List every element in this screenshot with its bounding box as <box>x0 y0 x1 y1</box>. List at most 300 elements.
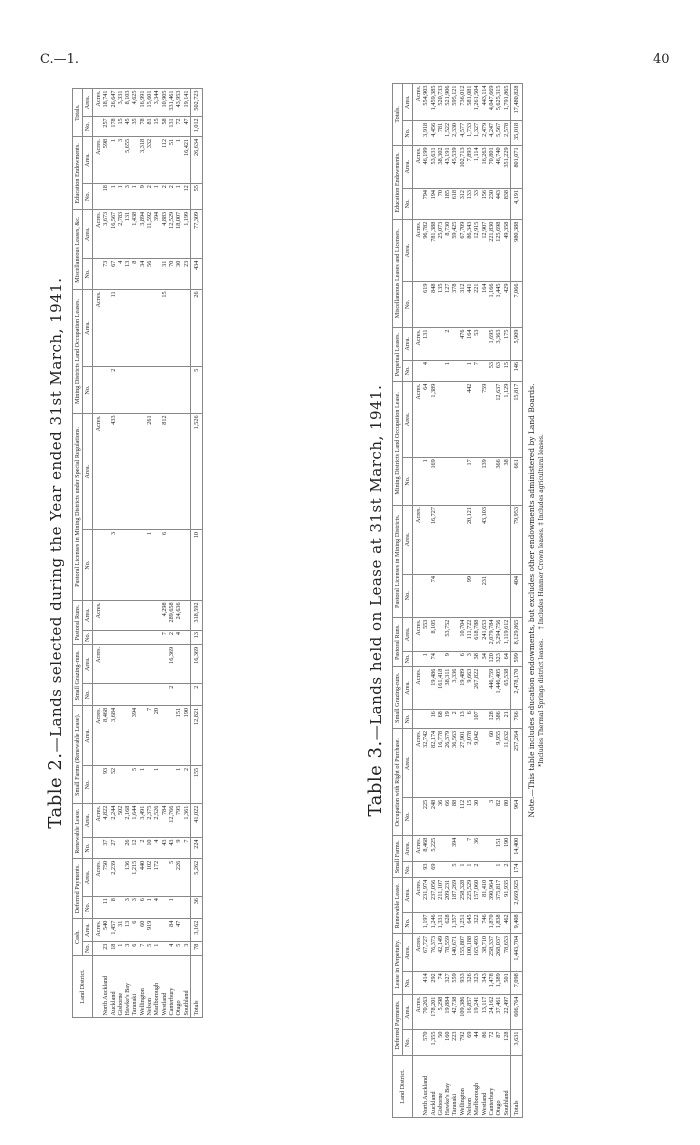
cell <box>161 706 168 766</box>
cell: 378 <box>451 282 458 328</box>
cell <box>444 862 451 878</box>
column-header-no: No. <box>403 651 413 667</box>
cell: 102,713 <box>459 145 466 188</box>
units-label: Acres. <box>413 382 423 458</box>
cell: 221 <box>473 282 480 328</box>
units-blank <box>93 896 103 919</box>
cell: 619 <box>422 282 429 328</box>
cell: 88 <box>451 798 458 836</box>
cell: 645 <box>466 912 473 934</box>
cell <box>146 630 153 645</box>
cell: 919 <box>146 919 153 942</box>
units-label: Acres. <box>413 667 423 710</box>
cell: 194 <box>430 188 437 220</box>
cell: 1,355 <box>430 1030 437 1056</box>
cell <box>139 413 146 529</box>
cell: 169 <box>430 457 437 505</box>
cell: 10,704 <box>459 618 466 652</box>
column-header-area: Area. <box>403 220 413 282</box>
cell: 386 <box>495 709 502 729</box>
cell: 27 <box>110 837 117 858</box>
cell <box>168 413 175 529</box>
cell: 4,883 <box>161 210 168 259</box>
cell <box>459 382 466 458</box>
column-group-header: Perpetual Leases. <box>393 328 403 382</box>
cell <box>168 706 175 766</box>
cell: 21 <box>503 709 511 729</box>
column-group-header: Small Grazing-runs. <box>73 645 83 706</box>
cell: 72 <box>488 1030 495 1056</box>
cell: 553 <box>422 618 429 652</box>
column-group-header: Small Grazing-runs. <box>393 667 403 729</box>
cell <box>451 574 458 618</box>
cell <box>444 836 451 862</box>
units-label: Acres. <box>413 729 423 798</box>
cell: 1 <box>466 360 473 382</box>
cell <box>437 457 444 505</box>
cell: 32,742 <box>422 729 429 798</box>
cell: 9 <box>444 651 451 667</box>
cell: 18 <box>110 942 117 956</box>
cell <box>146 600 153 630</box>
totals-cell: 78 <box>190 942 202 956</box>
cell <box>124 600 131 630</box>
cell: 164 <box>466 328 473 361</box>
cell <box>102 630 109 645</box>
column-header-area: Area. <box>83 706 93 766</box>
cell: 443,114 <box>481 84 488 121</box>
cell: 237,056 <box>430 878 437 913</box>
cell <box>422 574 429 618</box>
cell: 13 <box>124 259 131 290</box>
cell: 812 <box>161 413 168 529</box>
cell: 13 <box>124 919 131 942</box>
column-header-no: No. <box>83 116 93 137</box>
column-group-header: Miscellaneous Leases, &c. <box>73 210 83 290</box>
column-header-no: No. <box>83 530 93 601</box>
units-label: Acres. <box>93 645 103 684</box>
cell: 1 <box>168 896 175 919</box>
cell: 38,311 <box>444 667 451 710</box>
cell: 68 <box>437 709 444 729</box>
cell: 2,079,784 <box>488 618 495 652</box>
cell: 223 <box>451 1030 458 1056</box>
cell <box>183 530 191 601</box>
cell: 2,330 <box>451 121 458 146</box>
cell: 34 <box>481 651 488 667</box>
column-header-no: No. <box>403 1030 413 1056</box>
totals-cell: 257,264 <box>510 729 522 798</box>
cell: 37 <box>102 837 109 858</box>
cell: 326 <box>466 971 473 994</box>
units-label: Acres. <box>93 89 103 117</box>
cell: 20,121 <box>466 505 473 574</box>
district-name: Marlborough <box>153 956 160 1018</box>
cell: 366 <box>495 457 502 505</box>
cell: 63 <box>495 360 502 382</box>
cell <box>444 574 451 618</box>
cell <box>131 600 138 630</box>
totals-cell: 77,309 <box>190 210 202 259</box>
totals-cell: 26,634 <box>190 137 202 183</box>
column-group-header: Small Farms (Renewable Lease). <box>73 706 83 804</box>
units-blank <box>413 121 423 146</box>
units-blank <box>413 457 423 505</box>
cell: 50 <box>437 1030 444 1056</box>
cell: 38,302 <box>437 145 444 188</box>
column-header-area: Area. <box>83 89 93 117</box>
cell <box>102 600 109 630</box>
district-name: Wellington <box>459 1056 466 1118</box>
cell: 3,684 <box>110 706 117 766</box>
cell: 25,073 <box>437 220 444 282</box>
units-label: Acres. <box>413 328 423 361</box>
table-3-grid <box>392 83 523 1118</box>
district-name: Southland <box>503 1056 511 1118</box>
units-label: Acres. <box>413 505 423 574</box>
cell: 6 <box>466 709 473 729</box>
cell: 36 <box>437 798 444 836</box>
column-header-no: No. <box>403 282 413 328</box>
units-label: Acres. <box>93 210 103 259</box>
cell <box>175 645 182 684</box>
cell: 2 <box>444 328 451 361</box>
cell: 1,199 <box>183 210 191 259</box>
cell: 1,361 <box>183 804 191 838</box>
table-row <box>481 84 488 1118</box>
table-row <box>503 84 511 1118</box>
column-header-area: Area. <box>83 413 93 529</box>
units-label: Acres. <box>413 995 423 1030</box>
cell: 1,478 <box>488 971 495 994</box>
cell <box>124 530 131 601</box>
cell: 86,343 <box>466 220 473 282</box>
cell: 501 <box>503 971 511 994</box>
cell: 1,114 <box>473 145 480 188</box>
cell: 120 <box>488 651 495 667</box>
cell: 82 <box>495 798 502 836</box>
cell: 559 <box>451 971 458 994</box>
cell <box>430 360 437 382</box>
cell <box>451 382 458 458</box>
column-header-no: No. <box>403 121 413 146</box>
cell: 45 <box>124 116 131 137</box>
cell <box>117 367 124 414</box>
units-blank <box>413 651 423 667</box>
column-header-no: No. <box>83 367 93 414</box>
cell <box>102 645 109 684</box>
units-label: Acres. <box>93 413 103 529</box>
cell: 4,247 <box>488 121 495 146</box>
cell <box>124 645 131 684</box>
cell <box>161 859 168 896</box>
cell: 19,486 <box>430 667 437 710</box>
cell: 133 <box>466 188 473 220</box>
cell: 136 <box>124 859 131 896</box>
cell <box>139 600 146 630</box>
cell: 67 <box>110 259 117 290</box>
totals-label: Totals <box>190 956 202 1018</box>
column-header-no: No. <box>83 630 93 645</box>
cell: 140,671 <box>451 934 458 971</box>
cell: 1 <box>422 651 429 667</box>
totals-cell: 5 <box>190 367 202 414</box>
table2-head <box>73 89 93 1018</box>
cell: 257 <box>102 116 109 137</box>
cell: 82,174 <box>430 729 437 798</box>
column-header-no: No. <box>83 684 93 706</box>
cell: 838 <box>503 188 511 220</box>
cell <box>161 896 168 919</box>
cell <box>183 645 191 684</box>
cell: 12,529 <box>168 210 175 259</box>
cell: 7 <box>146 706 153 766</box>
cell <box>110 600 117 630</box>
units-blank <box>93 116 103 137</box>
cell: 1 <box>131 183 138 210</box>
cell: 165,493 <box>473 934 480 971</box>
cell: 1,215 <box>131 859 138 896</box>
cell: 69 <box>466 1030 473 1056</box>
cell: 16,421 <box>183 137 191 183</box>
cell: 5 <box>168 859 175 896</box>
cell: 226 <box>175 859 182 896</box>
cell <box>444 505 451 574</box>
cell: 4,298 <box>161 600 168 630</box>
table-2-title-rest: —Lands selected during the Year ended 31st March, 1941. <box>47 277 65 753</box>
cell: 1,246 <box>430 912 437 934</box>
cell: 109,386 <box>459 995 466 1030</box>
column-group-header: Renewable Lease. <box>393 878 403 934</box>
cell <box>146 367 153 414</box>
cell <box>473 574 480 618</box>
cell <box>481 328 488 361</box>
cell: 442 <box>466 382 473 458</box>
cell: 3 <box>117 137 124 183</box>
cell: 3,894 <box>139 210 146 259</box>
cell: 1 <box>175 183 182 210</box>
cell <box>139 630 146 645</box>
cell <box>110 630 117 645</box>
cell: 12 <box>131 837 138 858</box>
cell <box>451 618 458 652</box>
column-group-header: Lease in Perpetuity. <box>393 934 403 995</box>
cell: 433 <box>110 413 117 529</box>
totals-cell: 4,191 <box>510 188 522 220</box>
units-blank <box>413 798 423 836</box>
units-blank <box>413 360 423 382</box>
cell <box>183 600 191 630</box>
cell <box>503 574 511 618</box>
units-label: Acres. <box>413 836 423 862</box>
cell: 44 <box>473 1030 480 1056</box>
cell: 4 <box>175 630 182 645</box>
cell <box>124 630 131 645</box>
cell: 31 <box>161 259 168 290</box>
cell: 84 <box>168 919 175 942</box>
cell: 15 <box>153 116 160 137</box>
cell <box>451 360 458 382</box>
district-name: Gisborne <box>117 956 124 1018</box>
cell: 1 <box>139 766 146 804</box>
units-blank <box>93 259 103 290</box>
cell: 1,129 <box>503 382 511 458</box>
cell: 12,907 <box>481 220 488 282</box>
cell: 125,698 <box>495 220 502 282</box>
cell: 70 <box>437 188 444 220</box>
cell: 67,727 <box>422 934 429 971</box>
cell: 1 <box>117 942 124 956</box>
table-row <box>473 84 480 1118</box>
cell: 2 <box>161 183 168 210</box>
cell: 172 <box>153 859 160 896</box>
cell <box>495 505 502 574</box>
cell: 521,906 <box>444 84 451 121</box>
table2-body <box>93 89 203 1018</box>
cell: 1,791,865 <box>503 84 511 121</box>
cell <box>124 684 131 706</box>
cell: 43 <box>161 837 168 858</box>
column-header-area: Area. <box>403 145 413 188</box>
cell: 462 <box>503 912 511 934</box>
cell: 43,953 <box>175 89 182 117</box>
cell <box>131 413 138 529</box>
cell: 12,766 <box>168 804 175 838</box>
cell: 16,369 <box>168 645 175 684</box>
cell: 26,379 <box>444 729 451 798</box>
cell <box>168 530 175 601</box>
cell: 53,752 <box>444 618 451 652</box>
cell: 5,567 <box>495 121 502 146</box>
units-blank <box>93 630 103 645</box>
cell: 4,577 <box>459 121 466 146</box>
cell: 414 <box>422 971 429 994</box>
cell: 87 <box>495 1030 502 1056</box>
cell: 241,653 <box>481 618 488 652</box>
totals-cell: 17,480,828 <box>510 84 522 121</box>
cell: 3 <box>124 183 131 210</box>
cell <box>110 645 117 684</box>
cell: 1 <box>175 766 182 804</box>
cell: 34 <box>139 259 146 290</box>
cell: 67,709 <box>459 220 466 282</box>
totals-cell: 980,388 <box>510 220 522 282</box>
cell: 8,730 <box>444 220 451 282</box>
cell: 1,261,504 <box>473 84 480 121</box>
cell <box>183 896 191 919</box>
cell <box>124 289 131 366</box>
cell <box>488 574 495 618</box>
cell <box>422 667 429 710</box>
cell: 225,529 <box>466 878 473 913</box>
cell: 1,446,405 <box>495 667 502 710</box>
cell: 24,162 <box>488 995 495 1030</box>
cell <box>161 645 168 684</box>
column-header-area: Area. <box>83 919 93 942</box>
cell: 322 <box>473 912 480 934</box>
units-blank <box>93 183 103 210</box>
cell: 2,526 <box>153 804 160 838</box>
cell: 42,738 <box>451 995 458 1030</box>
cell <box>161 766 168 804</box>
column-header-area: Area. <box>403 934 413 971</box>
cell: 190 <box>183 706 191 766</box>
cell: 2,479 <box>481 121 488 146</box>
cell <box>110 684 117 706</box>
cell: 520,733 <box>437 84 444 121</box>
column-header-no: No. <box>403 457 413 505</box>
cell <box>168 289 175 366</box>
cell: 16,778 <box>437 729 444 798</box>
cell: 211,107 <box>437 878 444 913</box>
cell: 70,263 <box>422 995 429 1030</box>
table3-sub-header-row <box>403 84 413 1118</box>
cell <box>488 505 495 574</box>
cell <box>131 289 138 366</box>
cell: 231,974 <box>422 878 429 913</box>
cell: 37,461 <box>495 995 502 1030</box>
cell: 112 <box>161 137 168 183</box>
cell: 16,727 <box>430 505 437 574</box>
cell: 4 <box>168 942 175 956</box>
cell: 91,935 <box>503 878 511 913</box>
cell: 443 <box>495 188 502 220</box>
totals-cell: 35,018 <box>510 121 522 146</box>
cell: 261 <box>146 413 153 529</box>
cell <box>451 651 458 667</box>
cell: 1 <box>110 183 117 210</box>
cell <box>437 505 444 574</box>
table-row <box>422 84 429 1118</box>
column-header-area: Area. <box>83 804 93 838</box>
cell <box>117 896 124 919</box>
column-header-no: No. <box>403 360 413 382</box>
cell: 1,457 <box>110 919 117 942</box>
cell: 3,344 <box>153 89 160 117</box>
table-3-footnotes <box>538 83 545 1118</box>
cell: 156 <box>481 188 488 220</box>
totals-cell: 26 <box>190 289 202 366</box>
table-row <box>139 89 146 1018</box>
district-name: Nelson <box>466 1056 473 1118</box>
totals-cell: 5,262 <box>190 859 202 896</box>
cell: 4,822 <box>102 804 109 838</box>
cell: 394 <box>451 836 458 862</box>
cell: 7 <box>466 836 473 862</box>
cell: 16,991 <box>139 89 146 117</box>
units-blank <box>93 766 103 804</box>
table-2-title <box>45 88 66 1018</box>
totals-cell: 174 <box>510 862 522 878</box>
cell: 46,740 <box>495 145 502 188</box>
cell: 78 <box>139 116 146 137</box>
cell: 70 <box>168 259 175 290</box>
cell <box>437 862 444 878</box>
totals-cell: 2,669,925 <box>510 878 522 913</box>
table3-body <box>413 84 523 1118</box>
cell: 16 <box>430 709 437 729</box>
cell: 440 <box>139 859 146 896</box>
cell: 51 <box>168 137 175 183</box>
cell <box>451 505 458 574</box>
district-name: Hawke's Bay <box>444 1056 451 1118</box>
cell <box>168 367 175 414</box>
cell <box>488 862 495 878</box>
column-header-no: No. <box>83 183 93 210</box>
cell: 1,522 <box>444 121 451 146</box>
column-group-header: Totals. <box>393 84 403 146</box>
cell: 26,647 <box>110 89 117 117</box>
